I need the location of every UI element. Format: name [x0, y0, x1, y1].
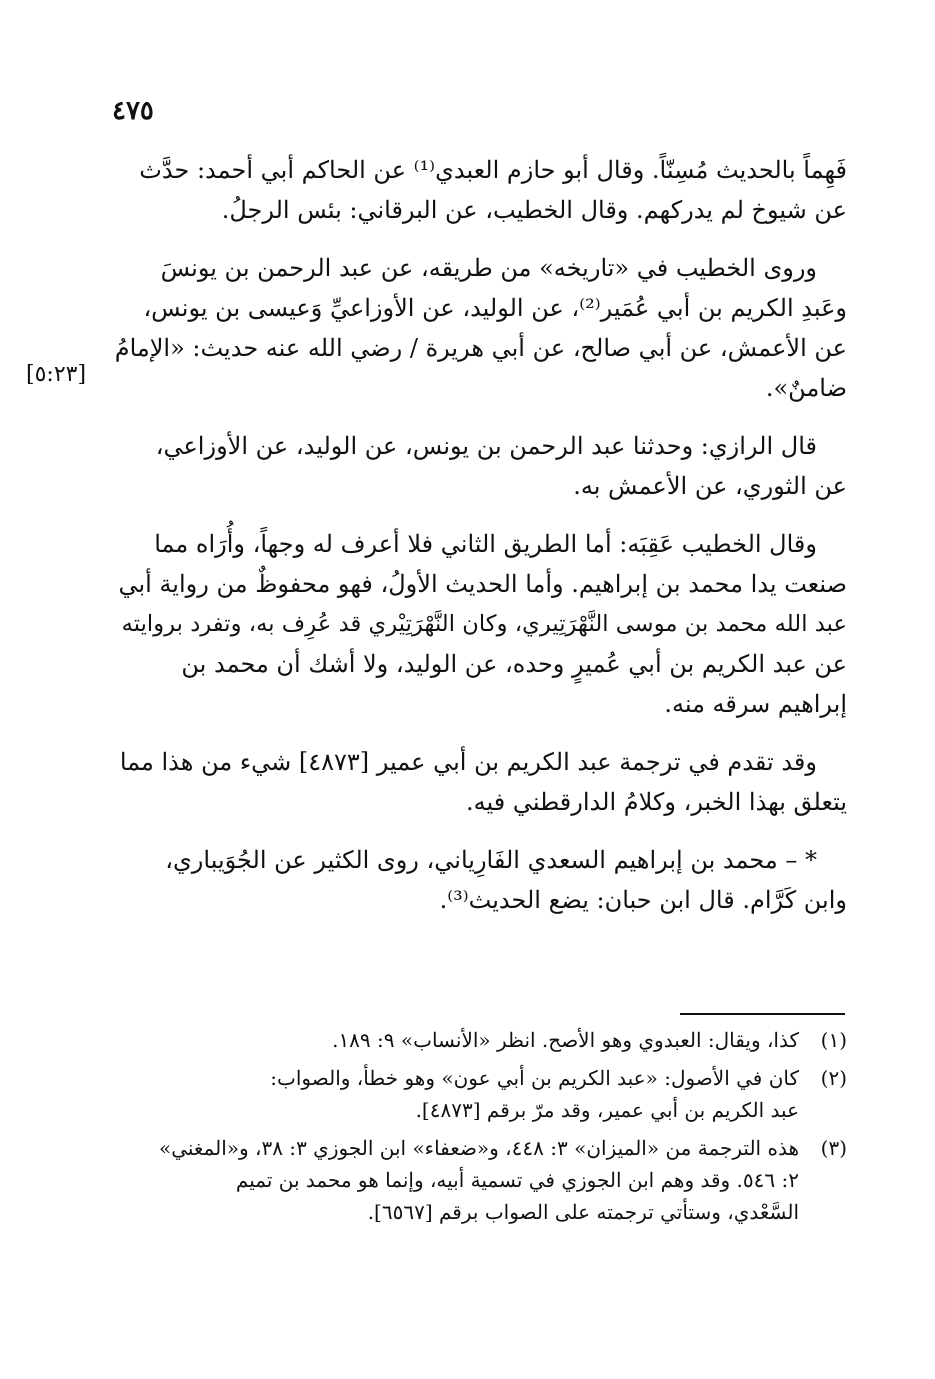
paragraph: [107, 426, 847, 506]
text-line: عن الثوري، عن الأعمش به.: [573, 472, 847, 500]
text-line: السَّعْدي، وستأتي ترجمته على الصواب برقم [٦٥٦٧].: [367, 1200, 799, 1224]
page-number: ٤٧٥: [112, 96, 154, 126]
text-line: صنعت يدا محمد بن إبراهيم. وأما الحديث الأولُ، فهو محفوظٌ من رواية أبي: [118, 570, 847, 598]
paragraph: [107, 150, 847, 230]
text-line: عن الأعمش، عن أبي صالح، عن أبي هريرة / رضي الله عنه حديث: «الإمامُ: [114, 334, 847, 362]
footnote-number: (١): [820, 1028, 847, 1052]
text-line: فَهِماً بالحديث مُسِنّاً. وقال أبو حازم العبدي⁽¹⁾ عن الحاكم أبي أحمد: حدَّث: [139, 156, 847, 184]
text-line: وقد تقدم في ترجمة عبد الكريم بن أبي عمير [٤٨٧٣] شيء من هذا مما: [119, 748, 817, 776]
text-line: ٢: ٥٤٦. وقد وهم ابن الجوزي في تسمية أبيه، وإنما هو محمد بن تميم: [235, 1168, 799, 1192]
text-line: عن عبد الكريم بن أبي عُميرٍ وحده، عن الوليد، ولا أشك أن محمد بن: [181, 650, 847, 678]
text-line: عبد الله محمد بن موسى النَّهْرَتِيري، وكان النَّهْرَتِيْري قد عُرِف به، وتفرد بروايته: [121, 611, 847, 637]
text-line: عن شيوخ لم يدركهم. وقال الخطيب، عن البرقاني: بئس الرجلُ.: [221, 196, 847, 224]
footnote-text: [107, 1062, 799, 1126]
text-line: ضامنٌ».: [765, 374, 847, 402]
paragraph: [107, 742, 847, 822]
text-line: وقال الخطيب عَقِبَه: أما الطريق الثاني فلا أعرف له وجهاً، وأُرَاه مما: [154, 530, 817, 558]
text-line: كان في الأصول: «عبد الكريم بن أبي عون» وهو خطأ، والصواب:: [270, 1066, 799, 1090]
footnote-divider: [680, 1013, 845, 1015]
paragraph: [107, 524, 847, 724]
footnote-number: (٢): [820, 1066, 847, 1090]
entry-paragraph: [107, 840, 847, 920]
footnote-number: (٣): [820, 1136, 847, 1160]
footnote-item: [107, 1132, 847, 1228]
footnote-text: [107, 1024, 799, 1056]
text-line: عبد الكريم بن أبي عمير، وقد مرّ برقم [٤٨٧٣].: [415, 1098, 799, 1122]
margin-reference: [٥:٢٣]: [26, 362, 87, 387]
main-text: [107, 150, 847, 938]
text-line: إبراهيم سرقه منه.: [664, 690, 847, 718]
text-line: قال الرازي: وحدثنا عبد الرحمن بن يونس، عن الوليد، عن الأوزاعي،: [155, 432, 817, 460]
footnote-text: [107, 1132, 799, 1228]
footnote-item: [107, 1024, 847, 1056]
text-line: وعَبدِ الكريم بن أبي عُمَير⁽²⁾، عن الوليد، عن الأوزاعيِّ وَعيسى بن يونس،: [143, 294, 847, 322]
footnote-item: [107, 1062, 847, 1126]
paragraph: [107, 248, 847, 408]
footnotes: [107, 1024, 847, 1234]
text-line: هذه الترجمة من «الميزان» ٣: ٤٤٨، و«ضعفاء» ابن الجوزي ٣: ٣٨، و«المغني»: [158, 1136, 799, 1160]
text-line: وابن كَرَّام. قال ابن حبان: يضع الحديث⁽³⁾.: [439, 886, 847, 914]
text-line: يتعلق بهذا الخبر، وكلامُ الدارقطني فيه.: [466, 788, 847, 816]
text-line: * – محمد بن إبراهيم السعدي الفَارِياني، روى الكثير عن الجُوَيباري،: [165, 846, 817, 874]
text-line: وروى الخطيب في «تاريخه» من طريقه، عن عبد الرحمن بن يونسَ: [160, 254, 817, 282]
text-line: كذا، ويقال: العبدوي وهو الأصح. انظر «الأنساب» ٩: ١٨٩.: [332, 1028, 799, 1052]
